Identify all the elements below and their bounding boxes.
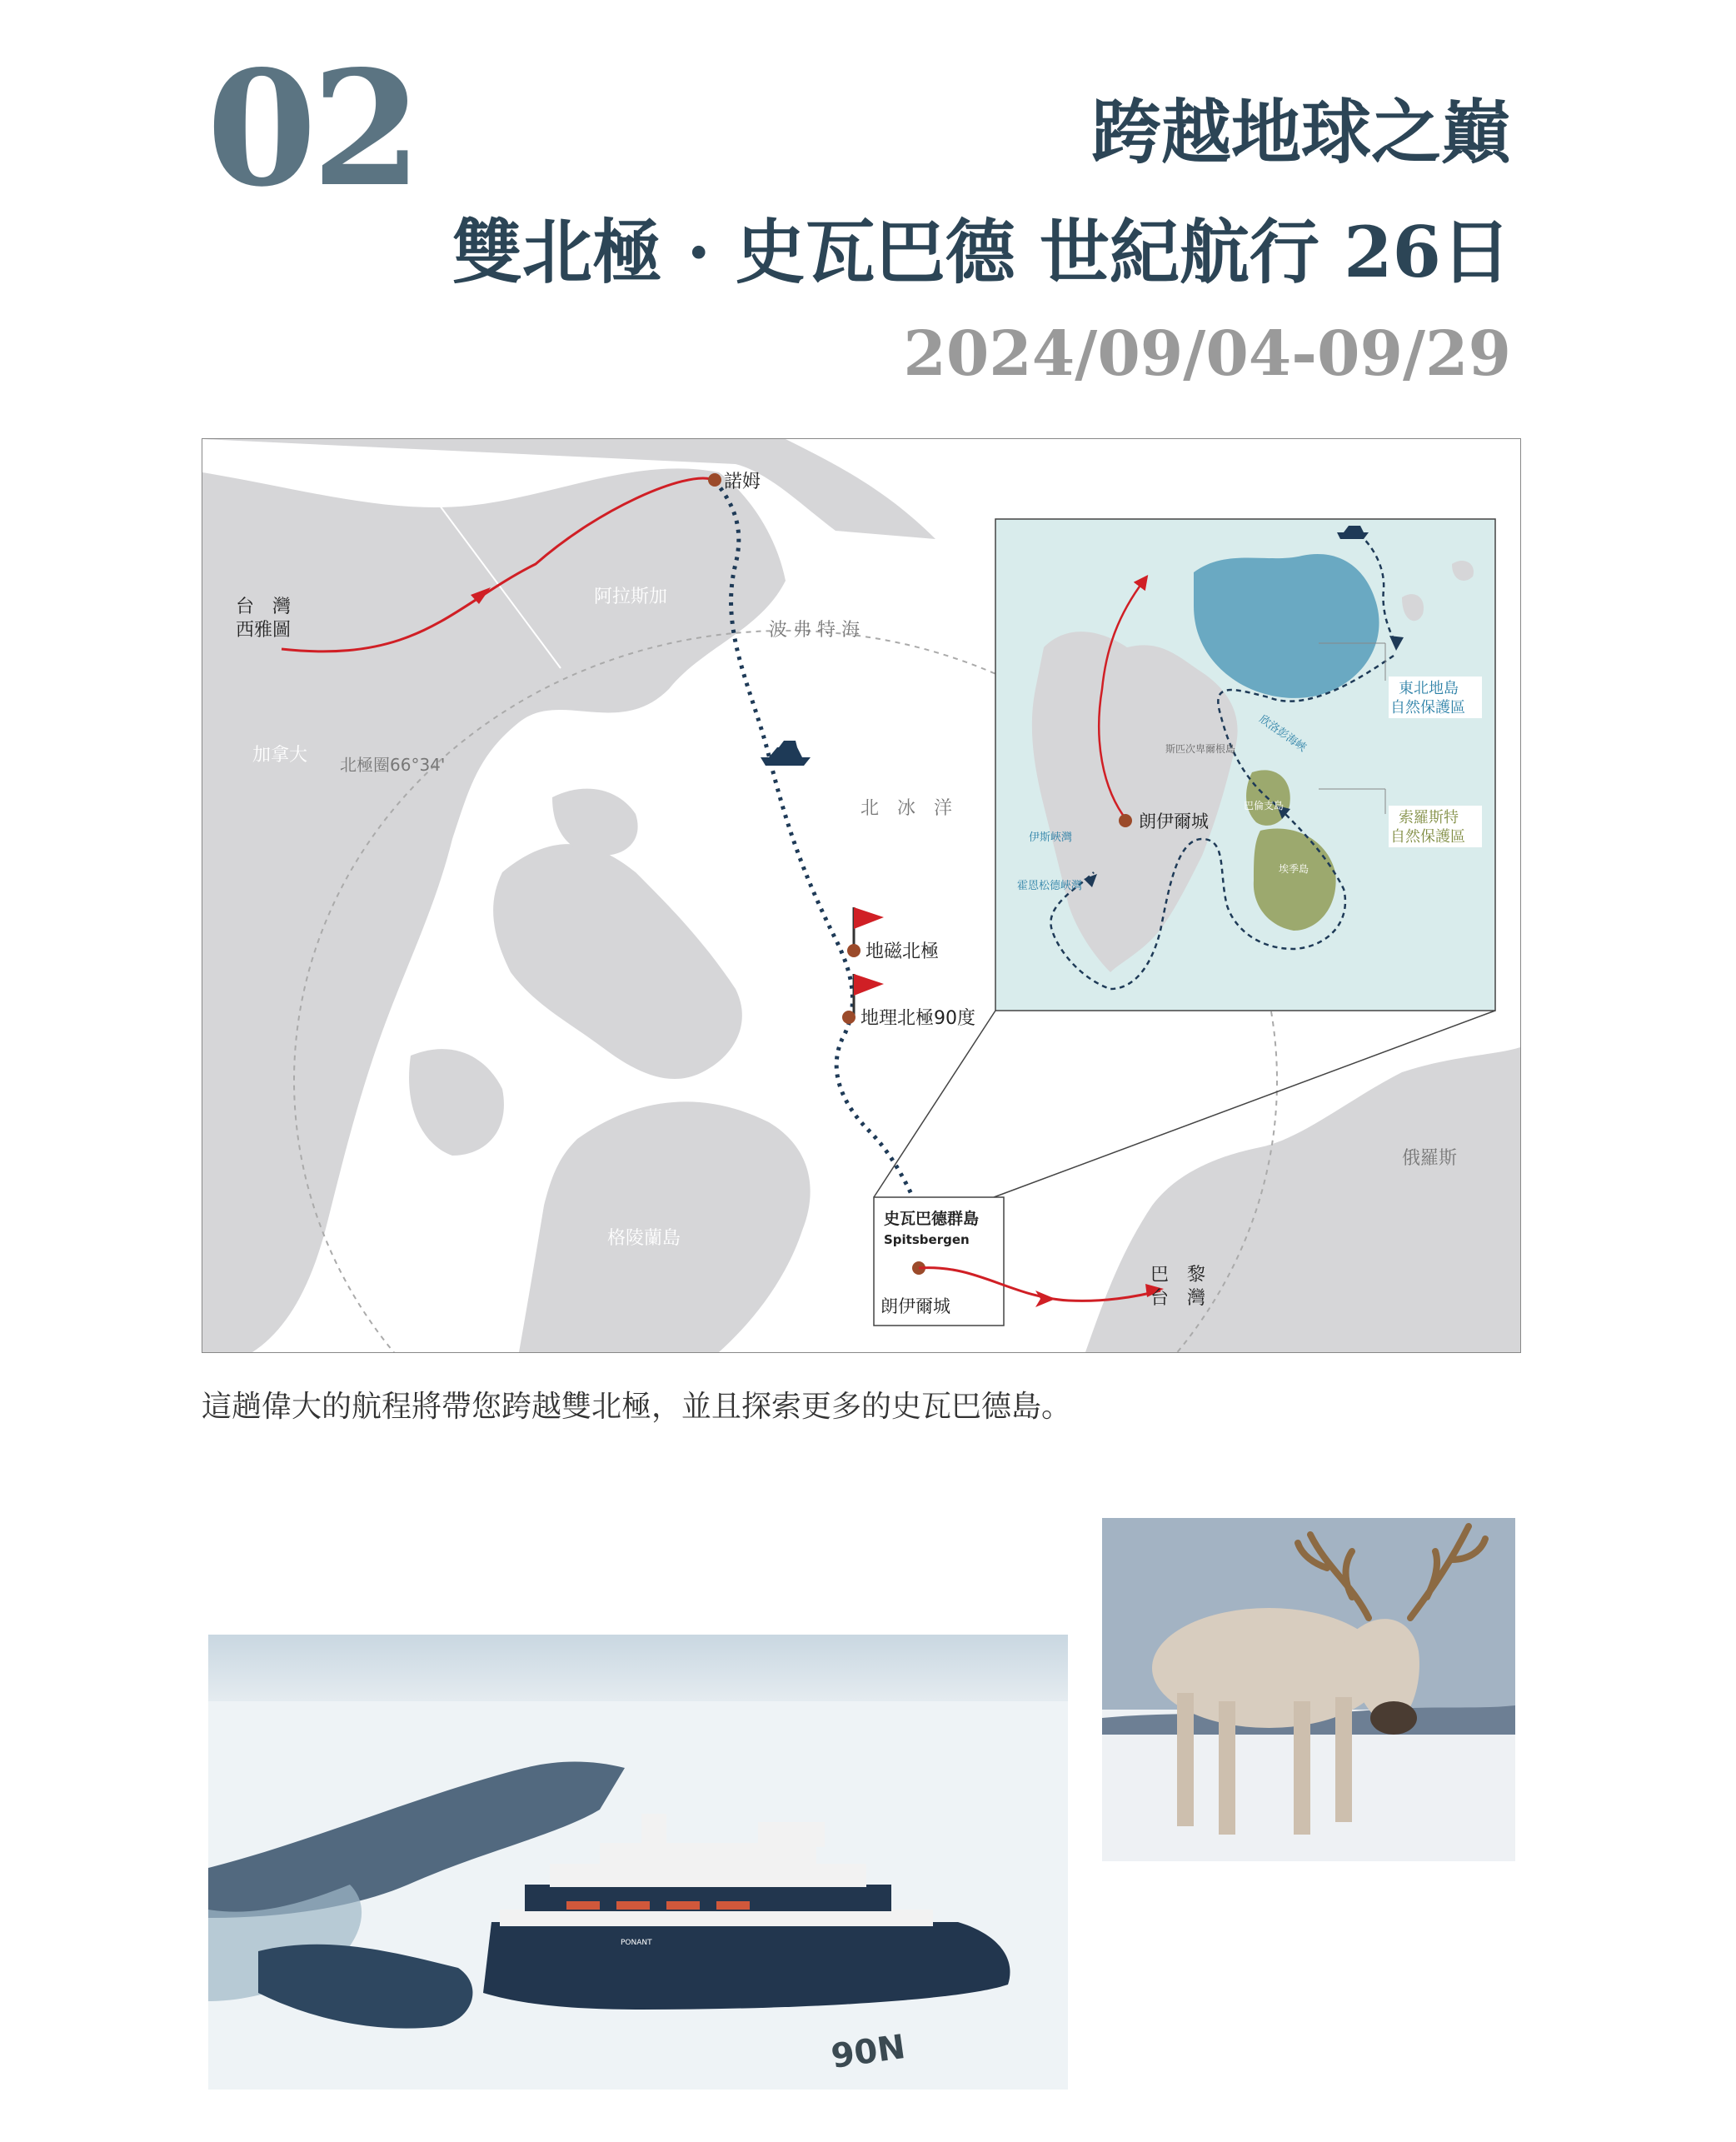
- sorost-line-2: 自然保護區: [1390, 828, 1465, 846]
- alaska-label: 阿拉斯加: [594, 587, 668, 607]
- date-range: 2024/09/04-09/29: [903, 318, 1511, 390]
- destination-line-1: 巴 黎: [1150, 1265, 1206, 1286]
- svalbard-inset: [995, 519, 1495, 1011]
- 90n-sign: 90N: [828, 2027, 908, 2076]
- icebreaker-ship-photo: [208, 1635, 1068, 2090]
- beaufort-sea-label: 波 弗 特 海: [769, 620, 860, 641]
- ship-brand: PONANT: [621, 1939, 652, 1947]
- edgeoya-label: 埃季島: [1279, 863, 1309, 875]
- hornsund-label: 霍恩松德峽灣: [1017, 880, 1083, 892]
- svalbard-title: 史瓦巴德群島: [884, 1210, 980, 1228]
- inset-longyearbyen-label: 朗伊爾城: [1139, 811, 1209, 831]
- reindeer-photo: [1102, 1518, 1515, 1861]
- geographic-pole-label: 地理北極90度: [861, 1008, 975, 1029]
- route-map: [202, 438, 1521, 1353]
- russia-label: 俄羅斯: [1402, 1148, 1458, 1169]
- destination-line-2: 台 灣: [1150, 1288, 1206, 1309]
- geographic-pole-marker: [842, 1011, 856, 1024]
- magnetic-pole-marker: [847, 944, 861, 957]
- nordaust-line-2: 自然保護區: [1390, 699, 1465, 716]
- inset-longyearbyen-marker: [1119, 814, 1132, 827]
- barentsoya-label: 巴倫支島: [1244, 800, 1285, 811]
- svalbard-subtitle: Spitsbergen: [884, 1232, 970, 1247]
- magnetic-pole-label: 地磁北極: [866, 941, 940, 962]
- page-title: 跨越地球之巔: [1090, 91, 1511, 173]
- sorost-line-1: 索羅斯特: [1399, 809, 1459, 826]
- greenland-label: 格陵蘭島: [607, 1228, 681, 1249]
- origin-line-1: 台 灣: [236, 597, 292, 617]
- spitsbergen-island-label: 斯匹次卑爾根島: [1165, 743, 1236, 755]
- description-text: 這趟偉大的航程將帶您跨越雙北極，並且探索更多的史瓦巴德島。: [202, 1390, 1072, 1424]
- isfjorden-label: 伊斯峽灣: [1029, 831, 1073, 844]
- section-number: 02: [207, 36, 417, 222]
- page-subtitle: 雙北極 · 史瓦巴德 世紀航行 26日: [451, 211, 1511, 293]
- arctic-ocean-label: 北 冰 洋: [861, 798, 953, 819]
- svalbard-city: 朗伊爾城: [880, 1296, 950, 1316]
- canada-label: 加拿大: [252, 745, 308, 766]
- svalbard-callout: [874, 1197, 1004, 1326]
- nordaust-line-1: 東北地島: [1399, 680, 1459, 697]
- nome-marker: [708, 473, 721, 487]
- origin-line-2: 西雅圖: [236, 620, 292, 641]
- hinlopen-label: 欣洛彭海峽: [1256, 712, 1309, 755]
- arctic-circle-label: 北極圈66°34': [340, 755, 446, 775]
- nome-label: 諾姆: [724, 472, 761, 492]
